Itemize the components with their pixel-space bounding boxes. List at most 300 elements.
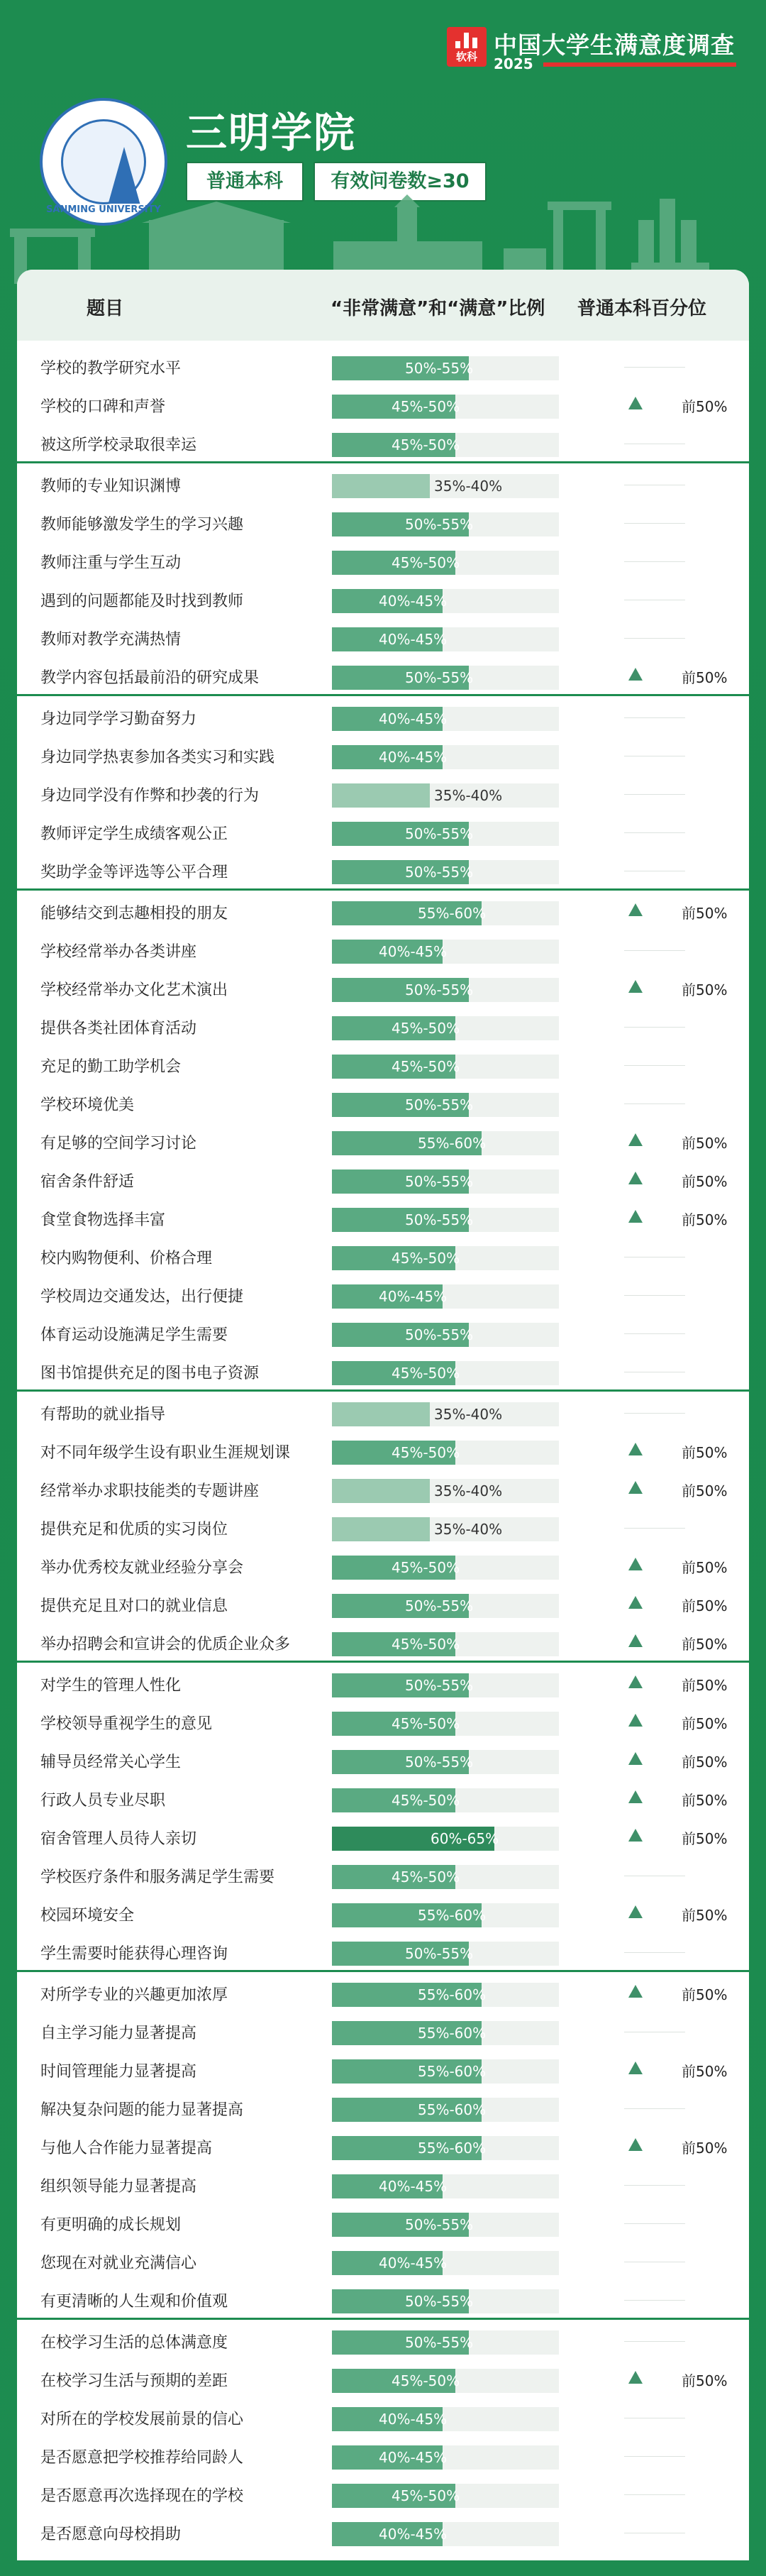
percentile-empty-line bbox=[624, 2223, 685, 2224]
satisfaction-range: 50%-55% bbox=[405, 825, 474, 842]
percentile-value: 前50% bbox=[682, 669, 728, 686]
table-row bbox=[17, 1780, 749, 1818]
percentile-value: 前50% bbox=[682, 1986, 728, 2003]
satisfaction-range: 50%-55% bbox=[405, 2293, 474, 2310]
satisfaction-range: 40%-45% bbox=[379, 1288, 448, 1305]
row-question: 举办优秀校友就业经验分享会 bbox=[40, 1559, 244, 1577]
table-row bbox=[17, 2437, 749, 2475]
percentile-up-icon bbox=[628, 1829, 643, 1842]
row-question: 身边同学热衷参加各类实习和实践 bbox=[40, 749, 275, 766]
satisfaction-range: 50%-55% bbox=[405, 1597, 474, 1614]
satisfaction-bar-track bbox=[332, 1983, 559, 2007]
satisfaction-bar-track bbox=[332, 860, 559, 884]
satisfaction-range: 45%-50% bbox=[392, 1250, 460, 1267]
row-question: 宿舍条件舒适 bbox=[40, 1173, 135, 1191]
satisfaction-range: 35%-40% bbox=[434, 478, 503, 495]
satisfaction-bar-track bbox=[332, 1942, 559, 1966]
row-question: 时间管理能力显著提高 bbox=[40, 2063, 197, 2081]
row-question: 奖助学金等评选等公平合理 bbox=[40, 864, 228, 881]
percentile-value: 前50% bbox=[682, 2372, 728, 2389]
satisfaction-bar bbox=[332, 474, 430, 498]
satisfaction-range: 40%-45% bbox=[379, 2255, 448, 2272]
satisfaction-range: 45%-50% bbox=[392, 436, 460, 453]
row-question: 学校领导重视学生的意见 bbox=[40, 1715, 213, 1733]
satisfaction-bar-track bbox=[332, 589, 559, 613]
satisfaction-bar-track bbox=[332, 1284, 559, 1309]
survey-title: 中国大学生满意度调查 bbox=[494, 31, 735, 59]
satisfaction-bar-track bbox=[332, 2330, 559, 2355]
table-row bbox=[17, 1509, 749, 1547]
satisfaction-bar-track bbox=[332, 1402, 559, 1426]
percentile-value: 前50% bbox=[682, 1677, 728, 1694]
table-row bbox=[17, 2128, 749, 2166]
satisfaction-range: 50%-55% bbox=[405, 2334, 474, 2351]
row-question: 提供充足且对口的就业信息 bbox=[40, 1597, 228, 1615]
percentile-empty-line bbox=[624, 561, 685, 562]
table-row bbox=[17, 1741, 749, 1780]
satisfaction-range: 50%-55% bbox=[405, 1211, 474, 1228]
satisfaction-bar-track bbox=[332, 1827, 559, 1851]
satisfaction-bar-track bbox=[332, 1712, 559, 1736]
satisfaction-range: 35%-40% bbox=[434, 787, 503, 804]
emblem-text: SANMING UNIVERSITY bbox=[46, 204, 161, 215]
section-divider bbox=[17, 1970, 749, 1972]
table-row bbox=[17, 1585, 749, 1624]
satisfaction-bar-track bbox=[332, 1093, 559, 1117]
percentile-up-icon bbox=[628, 903, 643, 916]
table-row bbox=[17, 852, 749, 890]
satisfaction-range: 35%-40% bbox=[434, 1406, 503, 1423]
row-question: 学校周边交通发达，出行便捷 bbox=[40, 1288, 244, 1306]
percentile-value: 前50% bbox=[682, 1597, 728, 1614]
satisfaction-bar-track bbox=[332, 978, 559, 1002]
percentile-empty-line bbox=[624, 2456, 685, 2457]
percentile-value: 前50% bbox=[682, 2063, 728, 2080]
row-question: 教师注重与学生互动 bbox=[40, 554, 182, 572]
satisfaction-range: 45%-50% bbox=[392, 1868, 460, 1886]
row-question: 教师对教学充满热情 bbox=[40, 631, 182, 649]
satisfaction-range: 40%-45% bbox=[379, 2178, 448, 2195]
row-question: 行政人员专业尽职 bbox=[40, 1792, 166, 1810]
satisfaction-range: 40%-45% bbox=[379, 2526, 448, 2543]
percentile-up-icon bbox=[628, 1481, 643, 1494]
satisfaction-range: 55%-60% bbox=[418, 1986, 487, 2003]
satisfaction-range: 55%-60% bbox=[418, 2140, 487, 2157]
table-row bbox=[17, 1276, 749, 1314]
row-question: 教学内容包括最前沿的研究成果 bbox=[40, 669, 260, 687]
satisfaction-range: 45%-50% bbox=[392, 398, 460, 415]
satisfaction-bar-track bbox=[332, 1208, 559, 1232]
table-row bbox=[17, 931, 749, 969]
percentile-up-icon bbox=[628, 1133, 643, 1146]
satisfaction-bar-track bbox=[332, 1632, 559, 1656]
satisfaction-range: 50%-55% bbox=[405, 1173, 474, 1190]
row-question: 身边同学没有作弊和抄袭的行为 bbox=[40, 787, 260, 805]
satisfaction-bar-track bbox=[332, 822, 559, 846]
row-question: 组织领导能力显著提高 bbox=[40, 2178, 197, 2196]
satisfaction-range: 45%-50% bbox=[392, 1020, 460, 1037]
sample-size-tag: 有效问卷数≥30 bbox=[313, 162, 487, 202]
logo-text: 软科 bbox=[455, 50, 477, 63]
satisfaction-bar-track bbox=[332, 1441, 559, 1465]
percentile-value: 前50% bbox=[682, 1559, 728, 1576]
satisfaction-bar-track bbox=[332, 783, 559, 808]
satisfaction-bar-track bbox=[332, 2445, 559, 2470]
satisfaction-bar-track bbox=[332, 1865, 559, 1889]
satisfaction-bar-track bbox=[332, 2251, 559, 2275]
table-row bbox=[17, 504, 749, 542]
percentile-empty-line bbox=[624, 638, 685, 639]
table-header bbox=[17, 270, 749, 341]
table-row bbox=[17, 1046, 749, 1084]
satisfaction-range: 55%-60% bbox=[418, 2025, 487, 2042]
satisfaction-range: 55%-60% bbox=[418, 2101, 487, 2118]
header-question: 题目 bbox=[87, 298, 124, 319]
percentile-empty-line bbox=[624, 2185, 685, 2186]
satisfaction-bar-track bbox=[332, 2136, 559, 2160]
satisfaction-bar-track bbox=[332, 1323, 559, 1347]
percentile-up-icon bbox=[628, 1558, 643, 1570]
table-row bbox=[17, 580, 749, 619]
table-row bbox=[17, 2514, 749, 2552]
table-row bbox=[17, 386, 749, 424]
row-question: 与他人合作能力显著提高 bbox=[40, 2140, 213, 2157]
table-row bbox=[17, 2089, 749, 2128]
table-row bbox=[17, 1974, 749, 2013]
percentile-empty-line bbox=[624, 1295, 685, 1296]
row-question: 学校的教学研究水平 bbox=[40, 360, 182, 378]
table-row bbox=[17, 1394, 749, 1432]
satisfaction-range: 50%-55% bbox=[405, 864, 474, 881]
satisfaction-range: 55%-60% bbox=[418, 2063, 487, 2080]
satisfaction-range: 50%-55% bbox=[405, 1096, 474, 1113]
satisfaction-range: 35%-40% bbox=[434, 1521, 503, 1538]
satisfaction-range: 45%-50% bbox=[392, 1365, 460, 1382]
row-question: 举办招聘会和宣讲会的优质企业众多 bbox=[40, 1636, 291, 1653]
percentile-empty-line bbox=[624, 2108, 685, 2109]
satisfaction-range: 40%-45% bbox=[379, 710, 448, 727]
row-question: 经常举办求职技能类的专题讲座 bbox=[40, 1482, 260, 1500]
row-question: 在校学习生活的总体满意度 bbox=[40, 2334, 228, 2352]
table-row bbox=[17, 2322, 749, 2360]
satisfaction-range: 50%-55% bbox=[405, 669, 474, 686]
percentile-value: 前50% bbox=[682, 1211, 728, 1228]
percentile-up-icon bbox=[628, 2138, 643, 2151]
percentile-up-icon bbox=[628, 1714, 643, 1727]
percentile-empty-line bbox=[624, 832, 685, 833]
table-row bbox=[17, 698, 749, 737]
table-row bbox=[17, 1161, 749, 1199]
table-row bbox=[17, 1703, 749, 1741]
percentile-up-icon bbox=[628, 1596, 643, 1609]
percentile-up-icon bbox=[628, 2062, 643, 2074]
satisfaction-bar-track bbox=[332, 1055, 559, 1079]
row-question: 教师的专业知识渊博 bbox=[40, 478, 182, 495]
bar-chart-icon bbox=[455, 33, 478, 48]
row-question: 学校医疗条件和服务满足学生需要 bbox=[40, 1868, 275, 1886]
percentile-empty-line bbox=[624, 2300, 685, 2301]
satisfaction-bar-track bbox=[332, 745, 559, 769]
row-question: 自主学习能力显著提高 bbox=[40, 2025, 197, 2042]
table-row bbox=[17, 2166, 749, 2204]
satisfaction-bar-track bbox=[332, 627, 559, 651]
table-row bbox=[17, 1933, 749, 1971]
row-question: 遇到的问题都能及时找到教师 bbox=[40, 593, 244, 610]
satisfaction-bar-track bbox=[332, 474, 559, 498]
satisfaction-bar bbox=[332, 783, 430, 808]
row-question: 学校的口碑和声誉 bbox=[40, 398, 166, 416]
row-question: 是否愿意把学校推荐给同龄人 bbox=[40, 2449, 244, 2467]
satisfaction-bar-track bbox=[332, 1246, 559, 1270]
table-row bbox=[17, 2399, 749, 2437]
satisfaction-bar bbox=[332, 1517, 430, 1541]
table-row bbox=[17, 2242, 749, 2281]
percentile-value: 前50% bbox=[682, 2140, 728, 2157]
satisfaction-bar-track bbox=[332, 356, 559, 380]
shanghairanking-logo bbox=[447, 27, 487, 67]
satisfaction-range: 45%-50% bbox=[392, 1715, 460, 1732]
satisfaction-range: 45%-50% bbox=[392, 1559, 460, 1576]
percentile-empty-line bbox=[624, 950, 685, 951]
table-row bbox=[17, 1314, 749, 1353]
survey-brand bbox=[447, 27, 745, 70]
satisfaction-bar-track bbox=[332, 2213, 559, 2237]
row-question: 是否愿意再次选择现在的学校 bbox=[40, 2487, 244, 2505]
satisfaction-bar-track bbox=[332, 2021, 559, 2045]
percentile-up-icon bbox=[628, 980, 643, 993]
satisfaction-bar-track bbox=[332, 707, 559, 731]
row-question: 能够结交到志趣相投的朋友 bbox=[40, 905, 228, 923]
satisfaction-bar-track bbox=[332, 1594, 559, 1618]
percentile-up-icon bbox=[628, 1210, 643, 1223]
percentile-empty-line bbox=[624, 717, 685, 718]
row-question: 提供充足和优质的实习岗位 bbox=[40, 1521, 228, 1539]
row-question: 有更清晰的人生观和价值观 bbox=[40, 2293, 228, 2311]
percentile-up-icon bbox=[628, 1172, 643, 1184]
satisfaction-range: 50%-55% bbox=[405, 2216, 474, 2233]
satisfaction-range: 40%-45% bbox=[379, 749, 448, 766]
table-row bbox=[17, 1084, 749, 1123]
row-question: 学校环境优美 bbox=[40, 1096, 135, 1114]
row-question: 对学生的管理人性化 bbox=[40, 1677, 182, 1695]
percentile-empty-line bbox=[624, 1333, 685, 1334]
table-row bbox=[17, 1008, 749, 1046]
row-question: 被这所学校录取很幸运 bbox=[40, 436, 197, 454]
percentile-value: 前50% bbox=[682, 1907, 728, 1924]
row-question: 校内购物便利、价格合理 bbox=[40, 1250, 213, 1267]
satisfaction-bar-track bbox=[332, 1750, 559, 1774]
percentile-value: 前50% bbox=[682, 1715, 728, 1732]
row-question: 有足够的空间学习讨论 bbox=[40, 1135, 197, 1152]
header-percentile: 普通本科百分位 bbox=[577, 298, 707, 319]
percentile-value: 前50% bbox=[682, 1792, 728, 1809]
satisfaction-bar-track bbox=[332, 1788, 559, 1812]
section-divider bbox=[17, 461, 749, 463]
row-question: 身边同学学习勤奋努力 bbox=[40, 710, 197, 728]
satisfaction-bar-track bbox=[332, 666, 559, 690]
satisfaction-bar-track bbox=[332, 1169, 559, 1194]
satisfaction-bar-track bbox=[332, 2059, 559, 2084]
satisfaction-range: 45%-50% bbox=[392, 1058, 460, 1075]
percentile-value: 前50% bbox=[682, 398, 728, 415]
satisfaction-range: 45%-50% bbox=[392, 554, 460, 571]
satisfaction-bar-track bbox=[332, 1673, 559, 1697]
table-row bbox=[17, 619, 749, 657]
satisfaction-table bbox=[17, 270, 749, 2560]
satisfaction-bar-track bbox=[332, 2484, 559, 2508]
table-row bbox=[17, 424, 749, 463]
satisfaction-range: 45%-50% bbox=[392, 1792, 460, 1809]
satisfaction-range: 35%-40% bbox=[434, 1482, 503, 1499]
satisfaction-bar-track bbox=[332, 2174, 559, 2198]
satisfaction-range: 40%-45% bbox=[379, 631, 448, 648]
satisfaction-bar-track bbox=[332, 940, 559, 964]
satisfaction-range: 40%-45% bbox=[379, 943, 448, 960]
row-question: 教师能够激发学生的学习兴趣 bbox=[40, 516, 244, 534]
table-row bbox=[17, 813, 749, 852]
row-question: 教师评定学生成绩客观公正 bbox=[40, 825, 228, 843]
satisfaction-bar-track bbox=[332, 1016, 559, 1040]
satisfaction-range: 50%-55% bbox=[405, 1326, 474, 1343]
row-question: 对不同年级学生设有职业生涯规划课 bbox=[40, 1444, 291, 1462]
satisfaction-bar bbox=[332, 1402, 430, 1426]
percentile-value: 前50% bbox=[682, 1830, 728, 1847]
percentile-empty-line bbox=[624, 1027, 685, 1028]
table-row bbox=[17, 1238, 749, 1276]
satisfaction-bar-track bbox=[332, 551, 559, 575]
school-name: 三明学院 bbox=[186, 109, 357, 157]
row-question: 是否愿意向母校捐助 bbox=[40, 2526, 182, 2543]
table-row bbox=[17, 737, 749, 775]
row-question: 对所学专业的兴趣更加浓厚 bbox=[40, 1986, 228, 2004]
satisfaction-range: 40%-45% bbox=[379, 2411, 448, 2428]
table-row bbox=[17, 1353, 749, 1391]
school-type-tag: 普通本科 bbox=[186, 162, 304, 202]
percentile-empty-line bbox=[624, 2341, 685, 2342]
satisfaction-bar-track bbox=[332, 2369, 559, 2393]
satisfaction-range: 45%-50% bbox=[392, 2372, 460, 2389]
percentile-value: 前50% bbox=[682, 1636, 728, 1653]
row-question: 校园环境安全 bbox=[40, 1907, 135, 1925]
percentile-empty-line bbox=[624, 1952, 685, 1953]
table-row bbox=[17, 775, 749, 813]
satisfaction-range: 50%-55% bbox=[405, 360, 474, 377]
satisfaction-range: 50%-55% bbox=[405, 516, 474, 533]
satisfaction-bar-track bbox=[332, 2289, 559, 2313]
percentile-up-icon bbox=[628, 668, 643, 681]
satisfaction-bar-track bbox=[332, 512, 559, 536]
table-row bbox=[17, 2281, 749, 2319]
percentile-value: 前50% bbox=[682, 981, 728, 998]
row-question: 解决复杂问题的能力显著提高 bbox=[40, 2101, 244, 2119]
percentile-value: 前50% bbox=[682, 1173, 728, 1190]
row-question: 对所在的学校发展前景的信心 bbox=[40, 2411, 244, 2428]
row-question: 充足的勤工助学机会 bbox=[40, 1058, 182, 1076]
table-row bbox=[17, 2360, 749, 2399]
table-row bbox=[17, 1199, 749, 1238]
row-question: 在校学习生活与预期的差距 bbox=[40, 2372, 228, 2390]
row-question: 有帮助的就业指导 bbox=[40, 1406, 166, 1424]
percentile-empty-line bbox=[624, 1103, 685, 1104]
satisfaction-bar-track bbox=[332, 901, 559, 925]
percentile-up-icon bbox=[628, 1634, 643, 1647]
section-divider bbox=[17, 1389, 749, 1392]
satisfaction-bar-track bbox=[332, 1131, 559, 1155]
table-row bbox=[17, 1432, 749, 1470]
satisfaction-range: 50%-55% bbox=[405, 1754, 474, 1771]
percentile-up-icon bbox=[628, 1675, 643, 1688]
row-question: 学校经常举办文化艺术演出 bbox=[40, 981, 228, 999]
satisfaction-bar-track bbox=[332, 1361, 559, 1385]
percentile-up-icon bbox=[628, 1443, 643, 1455]
percentile-value: 前50% bbox=[682, 1482, 728, 1499]
table-row bbox=[17, 1547, 749, 1585]
table-row bbox=[17, 2051, 749, 2089]
table-row bbox=[17, 1470, 749, 1509]
row-question: 提供各类社团体育活动 bbox=[40, 1020, 197, 1037]
satisfaction-range: 40%-45% bbox=[379, 593, 448, 610]
row-question: 食堂食物选择丰富 bbox=[40, 1211, 166, 1229]
satisfaction-bar-track bbox=[332, 1517, 559, 1541]
table-row bbox=[17, 1856, 749, 1895]
percentile-value: 前50% bbox=[682, 905, 728, 922]
percentile-up-icon bbox=[628, 1905, 643, 1918]
percentile-up-icon bbox=[628, 2371, 643, 2384]
percentile-empty-line bbox=[624, 1065, 685, 1066]
satisfaction-range: 40%-45% bbox=[379, 2449, 448, 2466]
section-divider bbox=[17, 694, 749, 696]
table-row bbox=[17, 2013, 749, 2051]
satisfaction-range: 50%-55% bbox=[405, 1945, 474, 1962]
table-row bbox=[17, 1123, 749, 1161]
table-row bbox=[17, 1818, 749, 1856]
percentile-empty-line bbox=[624, 794, 685, 795]
satisfaction-range: 60%-65% bbox=[431, 1830, 499, 1847]
survey-year: 2025 bbox=[494, 55, 533, 72]
percentile-up-icon bbox=[628, 1752, 643, 1765]
table-row bbox=[17, 1895, 749, 1933]
satisfaction-range: 55%-60% bbox=[418, 905, 487, 922]
table-row bbox=[17, 893, 749, 931]
percentile-empty-line bbox=[624, 367, 685, 368]
satisfaction-bar-track bbox=[332, 395, 559, 419]
satisfaction-range: 45%-50% bbox=[392, 1444, 460, 1461]
row-question: 图书馆提供充足的图书电子资源 bbox=[40, 1365, 260, 1382]
satisfaction-bar bbox=[332, 1479, 430, 1503]
percentile-up-icon bbox=[628, 397, 643, 409]
row-question: 学校经常举办各类讲座 bbox=[40, 943, 197, 961]
percentile-up-icon bbox=[628, 1985, 643, 1998]
row-question: 辅导员经常关心学生 bbox=[40, 1754, 182, 1771]
section-divider bbox=[17, 1661, 749, 1663]
satisfaction-bar-track bbox=[332, 2407, 559, 2431]
satisfaction-bar-track bbox=[332, 2522, 559, 2546]
satisfaction-bar-track bbox=[332, 1479, 559, 1503]
percentile-empty-line bbox=[624, 2494, 685, 2495]
row-question: 体育运动设施满足学生需要 bbox=[40, 1326, 228, 1344]
table-row bbox=[17, 1624, 749, 1662]
header-satisfaction: “非常满意”和“满意”比例 bbox=[331, 298, 545, 319]
brand-underline bbox=[543, 62, 736, 67]
table-row bbox=[17, 466, 749, 504]
table-row bbox=[17, 2475, 749, 2514]
row-question: 学生需要时能获得心理咨询 bbox=[40, 1945, 228, 1963]
satisfaction-range: 45%-50% bbox=[392, 2487, 460, 2504]
satisfaction-range: 50%-55% bbox=[405, 1677, 474, 1694]
percentile-empty-line bbox=[624, 523, 685, 524]
table-row bbox=[17, 348, 749, 386]
satisfaction-range: 45%-50% bbox=[392, 1636, 460, 1653]
